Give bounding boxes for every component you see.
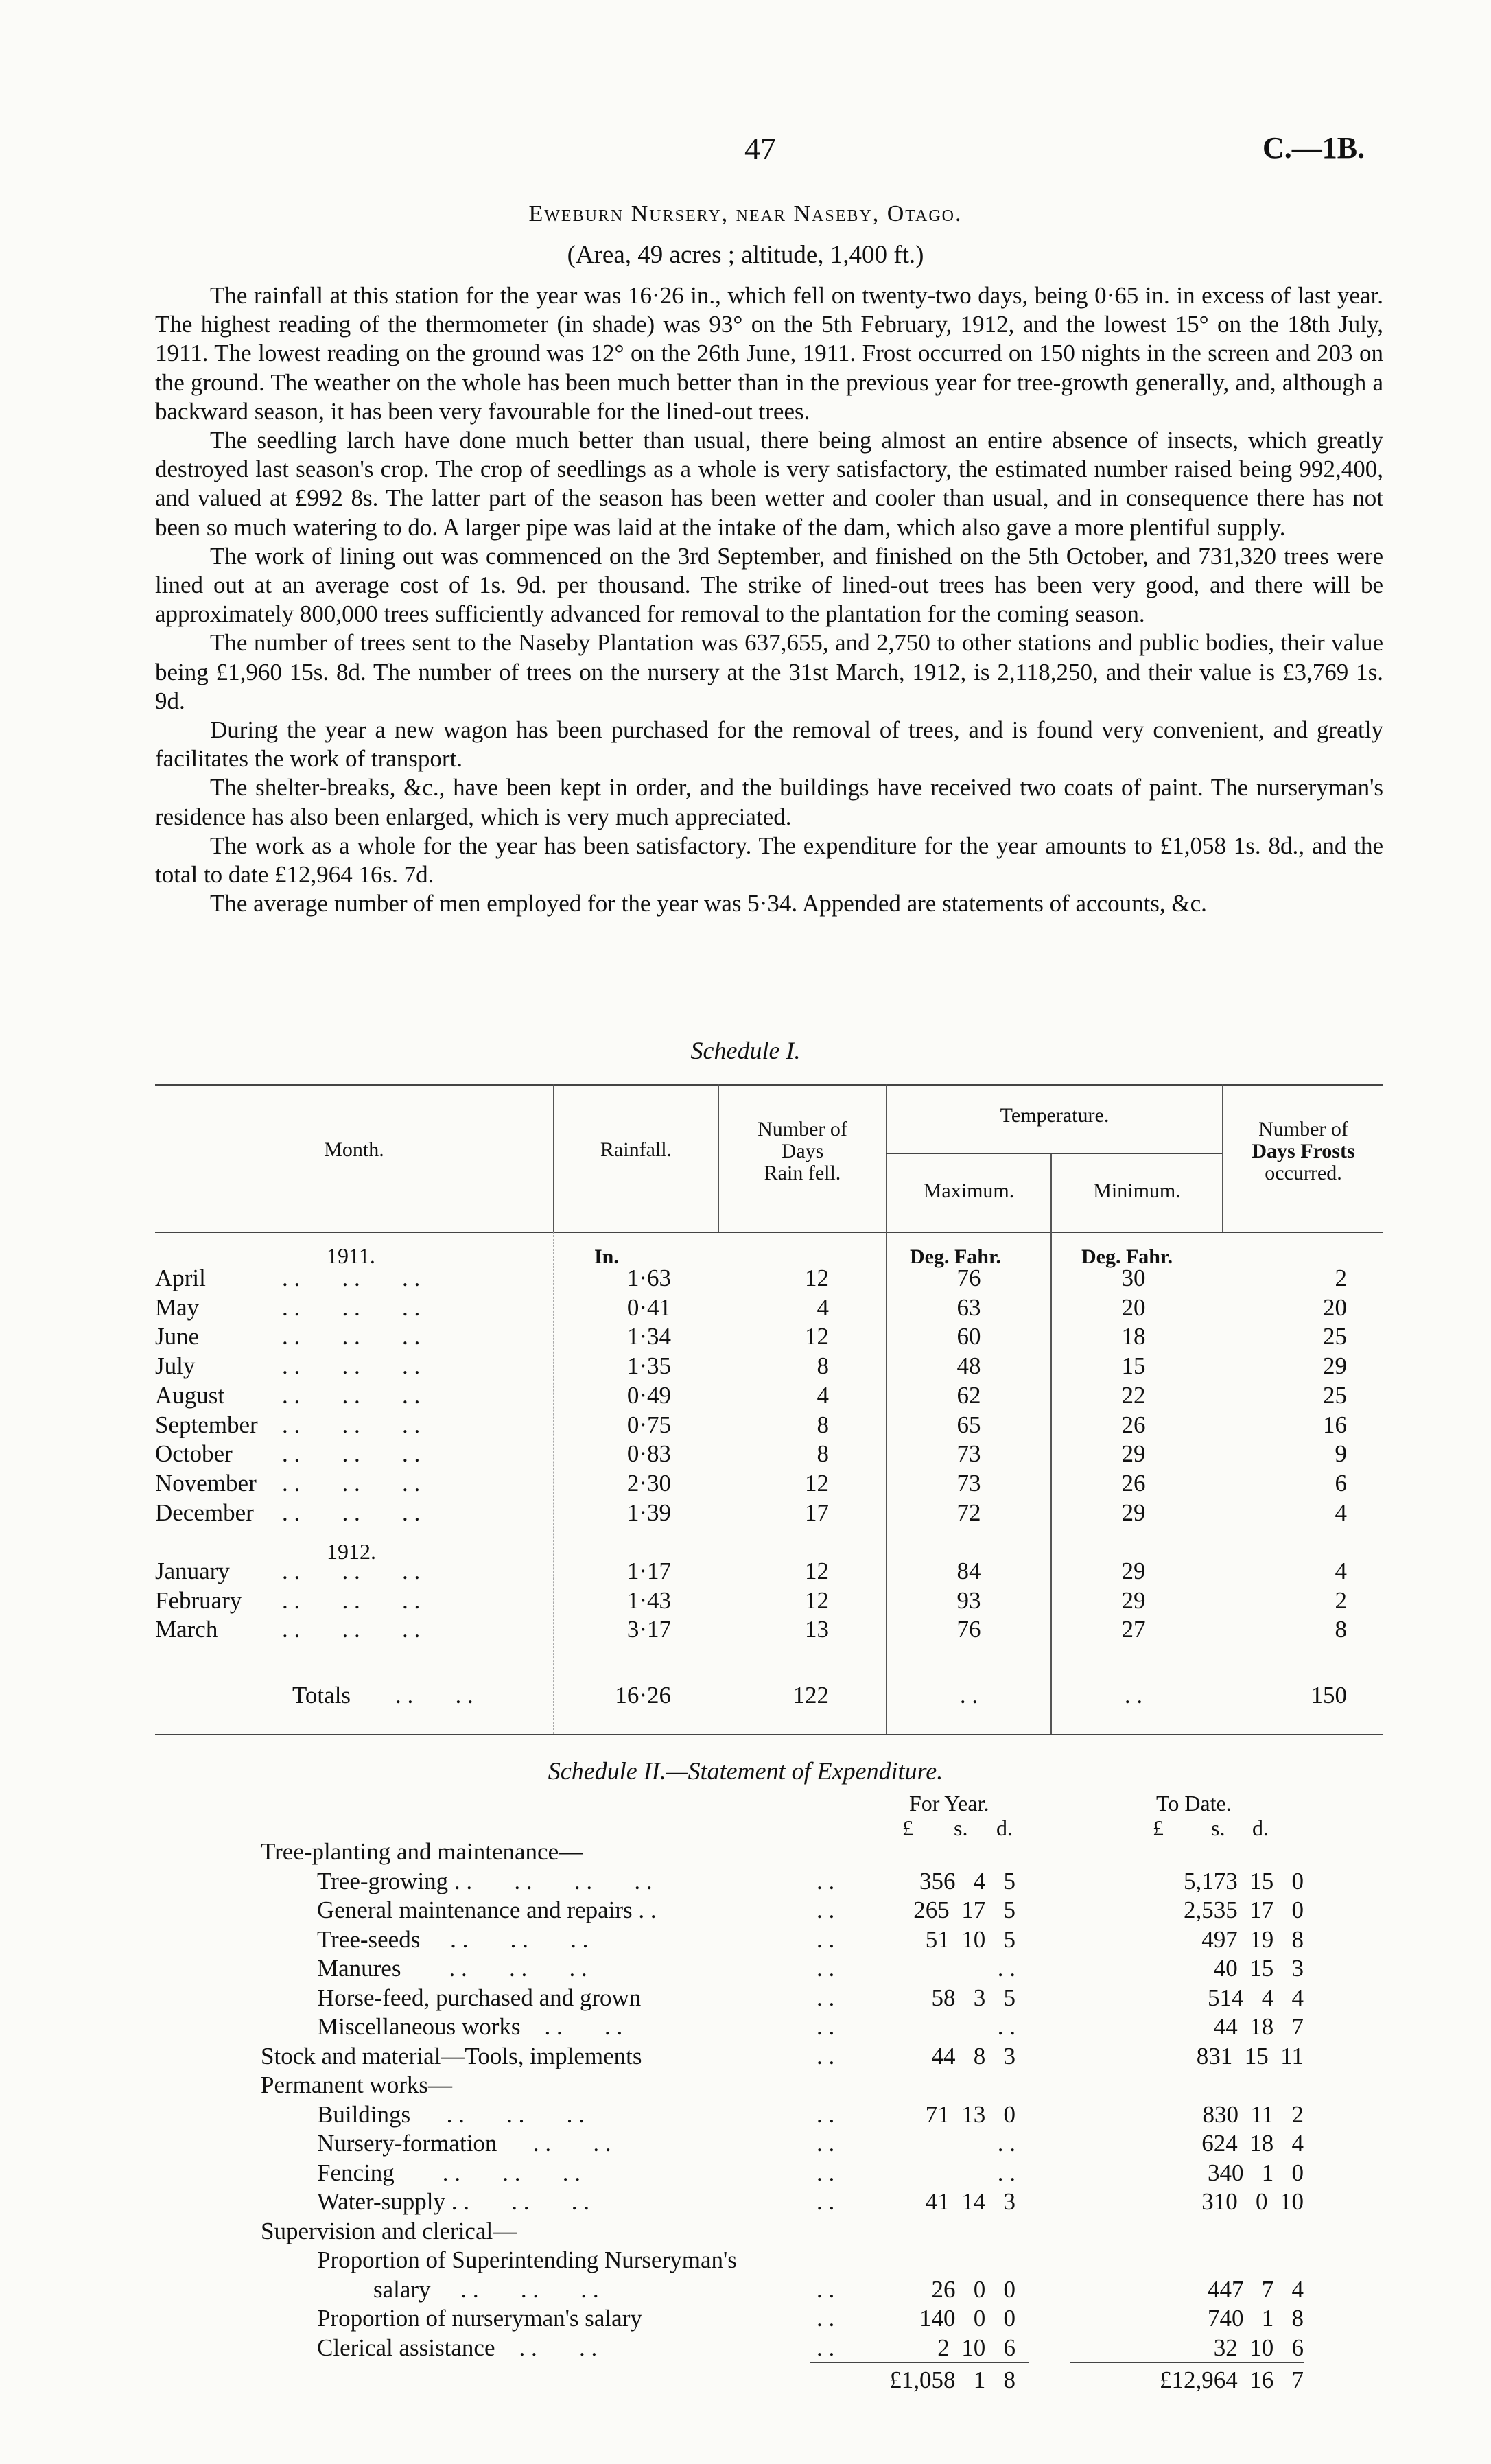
rain-days-value: 4 [817, 1293, 829, 1321]
for-year-amount: . . [997, 1955, 1015, 1982]
section-title: Eweburn Nursery, near Naseby, Otago. [528, 201, 963, 226]
max-temp-value: 63 [956, 1293, 981, 1321]
leader-dots: . . [817, 2334, 835, 2361]
expenditure-item: Fencing . . . . . . [317, 2159, 581, 2186]
max-temp-value: 60 [956, 1323, 981, 1350]
to-date-amount: 5,173 15 0 [1184, 1867, 1304, 1894]
page-reference: C.—1B. [1263, 131, 1365, 165]
table-rule [155, 1232, 1383, 1233]
col-month: Month. [324, 1138, 384, 1161]
total-rule [810, 2362, 1029, 2363]
frost-days-value: 16 [1323, 1411, 1347, 1438]
paragraph: The work of lining out was commenced on the 3rd September, and finished on the 5th October, and 731,320 trees were lined out at an average cost of 1s. 9d. per thousand. The strike of lined-out trees has been very good, and there will be approximately 800,000 trees sufficiently advanced for removal to the plantation for the coming season. [155, 542, 1383, 628]
rain-days-value: 4 [817, 1381, 829, 1409]
month-label: February [155, 1586, 242, 1614]
table-rule [886, 1153, 1222, 1154]
to-date-amount: 340 1 0 [1208, 2159, 1304, 2186]
schedule-2-table [261, 1791, 1393, 2408]
leader-dots: . . [817, 1925, 835, 1953]
expenditure-item: Nursery-formation . . . . [317, 2130, 611, 2157]
max-temp-value: 84 [956, 1558, 981, 1584]
month-label: November [155, 1469, 257, 1497]
rainfall-value: 1·63 [626, 1265, 671, 1291]
rainfall-value: 1·39 [626, 1499, 671, 1526]
expenditure-item: Stock and material—Tools, implements [261, 2042, 642, 2069]
rain-days-value: 12 [805, 1323, 829, 1350]
total-for-year: £1,058 1 8 [889, 2367, 1015, 2393]
frost-days-value: 2 [1335, 1586, 1347, 1614]
month-label: October [155, 1440, 233, 1468]
expenditure-item: Clerical assistance . . . . [317, 2334, 598, 2361]
min-temp-value: 26 [1121, 1469, 1146, 1497]
leader-dots: . . . . . . [282, 1586, 421, 1614]
leader-dots: . . . . . . [282, 1411, 421, 1438]
for-year-amount: 44 8 3 [931, 2042, 1015, 2069]
totals-rainfall: 16·26 [615, 1682, 671, 1709]
td-pound: £ [1153, 1816, 1164, 1840]
leader-dots: . . . . . . [282, 1381, 421, 1409]
max-temp-value: 48 [956, 1352, 981, 1380]
rainfall-value: 0·41 [626, 1293, 671, 1321]
max-temp-value: 73 [956, 1469, 981, 1497]
totals-days: 122 [793, 1682, 829, 1709]
leader-dots: . . . . . . [282, 1265, 421, 1291]
rain-days-value: 8 [817, 1411, 829, 1438]
to-date-amount: 831 15 11 [1196, 2042, 1304, 2069]
month-label: June [155, 1323, 200, 1350]
for-year-amount: . . [997, 2130, 1015, 2157]
for-year-amount: 41 14 3 [925, 2188, 1015, 2215]
rain-days-value: 12 [805, 1558, 829, 1584]
max-temp-value: 65 [956, 1411, 981, 1438]
totals-dots: . . . . [395, 1682, 473, 1709]
leader-dots: . . . . . . [282, 1499, 421, 1526]
max-temp-value: 76 [956, 1616, 981, 1643]
to-date-amount: 40 15 3 [1213, 1955, 1304, 1982]
frost-days-value: 9 [1335, 1440, 1347, 1468]
for-year-amount: 356 4 5 [919, 1867, 1015, 1894]
to-date-amount [1084, 2217, 1304, 2246]
month-label: July [155, 1352, 196, 1380]
paragraph: The average number of men employed for the year was 5·34. Appended are statements of accounts, &c. [210, 890, 1207, 917]
table-rule [155, 1084, 1383, 1086]
td-pence: d. [1252, 1816, 1269, 1840]
expenditure-item: Manures . . . . . . [317, 1955, 587, 1982]
totals-max: . . [959, 1682, 978, 1709]
year-label: 1911. [327, 1243, 375, 1268]
rainfall-value: 0·75 [626, 1411, 671, 1438]
expenditure-item: Tree-growing . . . . . . . . [317, 1867, 653, 1894]
paragraph: During the year a new wagon has been purchased for the removal of trees, and is found very convenient, and greatly facilitates the work of transport. [155, 716, 1383, 773]
month-label: September [155, 1411, 258, 1438]
min-temp-value: 29 [1121, 1499, 1146, 1526]
min-temp-value: 18 [1121, 1323, 1146, 1350]
report-body [155, 281, 1383, 918]
rainfall-value: 1·34 [626, 1323, 671, 1350]
min-temp-value: 29 [1121, 1440, 1146, 1468]
leader-dots: . . . . . . [282, 1323, 421, 1350]
min-temp-value: 29 [1121, 1558, 1146, 1584]
month-label: April [155, 1265, 206, 1291]
min-temp-value: 15 [1121, 1352, 1146, 1380]
rainfall-value: 1·43 [626, 1586, 671, 1614]
to-date-amount: 830 11 2 [1202, 2100, 1304, 2128]
frost-days-value: 4 [1335, 1499, 1347, 1526]
leader-dots: . . . . . . [282, 1352, 421, 1380]
totals-frosts: 150 [1311, 1682, 1347, 1709]
for-year-amount: 51 10 5 [925, 1925, 1015, 1953]
rainfall-value: 2·30 [626, 1469, 671, 1497]
col-frosts-line2: Days Frosts [1252, 1140, 1355, 1162]
for-year-amount: 58 3 5 [931, 1984, 1015, 2011]
leader-dots: . . [817, 2013, 835, 2040]
to-date-amount [1084, 1838, 1304, 1867]
month-label: January [155, 1558, 230, 1584]
for-year-amount [851, 2217, 1015, 2246]
fy-pound: £ [902, 1816, 913, 1840]
col-rain-days-line1: Number of [758, 1118, 847, 1140]
month-label: March [155, 1616, 218, 1643]
table-rule [155, 1734, 1383, 1735]
col-frosts-line1: Number of [1258, 1118, 1348, 1140]
paragraph: The work as a whole for the year has been satisfactory. The expenditure for the year amounts to £1,058 1s. 8d., and the total to date £12,964 16s. 7d. [155, 832, 1383, 889]
leader-dots: . . . . . . [282, 1293, 421, 1321]
to-date-amount: 624 18 4 [1201, 2130, 1304, 2157]
frost-days-value: 6 [1335, 1469, 1347, 1497]
min-temp-value: 20 [1121, 1293, 1146, 1321]
frost-days-value: 20 [1323, 1293, 1347, 1321]
to-date-amount: 44 18 7 [1213, 2013, 1304, 2040]
leader-dots: . . [817, 2159, 835, 2186]
table-divider [553, 1232, 554, 1734]
paragraph: The number of trees sent to the Naseby Plantation was 637,655, and 2,750 to other stations and public bodies, their value being £1,960 15s. 8d. The number of trees on the nursery at the 31st March, 1912, is 2,118,250, and their value is £3,769 1s. 9d. [155, 629, 1383, 714]
leader-dots: . . [817, 1984, 835, 2011]
col-rainfall: Rainfall. [600, 1138, 672, 1161]
max-temp-value: 76 [956, 1265, 981, 1291]
leader-dots: . . . . . . [282, 1469, 421, 1497]
leader-dots: . . [817, 1955, 835, 1982]
for-year-amount: 26 0 0 [931, 2275, 1015, 2303]
fy-shilling: s. [954, 1816, 968, 1840]
rainfall-value: 3·17 [626, 1616, 671, 1643]
leader-dots: . . [817, 1867, 835, 1894]
col-temperature: Temperature. [1000, 1104, 1110, 1127]
max-temp-value: 73 [956, 1440, 981, 1468]
to-date-amount: 447 7 4 [1208, 2275, 1304, 2303]
leader-dots: . . [817, 2042, 835, 2069]
expenditure-item: Tree-seeds . . . . . . [317, 1925, 589, 1953]
for-year-amount [851, 2246, 1015, 2275]
schedule-1-table [155, 1077, 1383, 1743]
unit-rainfall: In. [594, 1245, 619, 1268]
paragraph: The rainfall at this station for the year was 16·26 in., which fell on twenty-two days, being 0·65 in. in excess of last year. The highest reading of the thermometer (in shade) was 93° on the 5th February, 1912, and the lowest 15° on the 18th July, 1911. The lowest reading on the ground was 12° on the 26th June, 1911. Frost occurred on 150 nights in the screen and 203 on the ground. The weather on the whole has been much better than in the previous year for tree-growth generally, and, although a backward season, it has been very favourable for the lined-out trees. [155, 282, 1383, 425]
schedule-1-title: Schedule I. [690, 1037, 801, 1064]
fy-pence: d. [996, 1816, 1013, 1840]
expenditure-item: Water-supply . . . . . . [317, 2188, 589, 2215]
frost-days-value: 8 [1335, 1616, 1347, 1643]
month-label: August [155, 1381, 225, 1409]
to-date-amount: 310 0 10 [1201, 2188, 1304, 2215]
rain-days-value: 12 [805, 1469, 829, 1497]
leader-dots: . . [817, 2100, 835, 2128]
to-date-amount: 32 10 6 [1213, 2334, 1304, 2361]
frost-days-value: 29 [1323, 1352, 1347, 1380]
month-label: May [155, 1293, 200, 1321]
col-for-year: For Year. [909, 1791, 989, 1816]
expenditure-item: Miscellaneous works . . . . [317, 2013, 623, 2040]
unit-maximum: Deg. Fahr. [910, 1245, 1002, 1268]
rain-days-value: 12 [805, 1265, 829, 1291]
for-year-amount: 71 13 0 [925, 2100, 1015, 2128]
col-to-date: To Date. [1156, 1791, 1232, 1816]
total-to-date: £12,964 16 7 [1160, 2367, 1304, 2393]
td-shilling: s. [1211, 1816, 1225, 1840]
col-rain-days-line3: Rain fell. [764, 1162, 841, 1184]
to-date-amount [1084, 2246, 1304, 2275]
rainfall-value: 1·17 [626, 1558, 671, 1584]
rain-days-value: 17 [805, 1499, 829, 1526]
total-rule [1070, 2362, 1304, 2363]
leader-dots: . . [817, 1897, 835, 1923]
totals-label: Totals [292, 1682, 351, 1709]
leader-dots: . . . . . . [282, 1440, 421, 1468]
leader-dots: . . [817, 2130, 835, 2157]
totals-min: . . [1124, 1682, 1143, 1709]
max-temp-value: 62 [956, 1381, 981, 1409]
expenditure-item: salary . . . . . . [373, 2275, 599, 2303]
leader-dots: . . [817, 2275, 835, 2303]
rain-days-value: 12 [805, 1586, 829, 1614]
unit-minimum: Deg. Fahr. [1081, 1245, 1173, 1268]
rainfall-value: 0·83 [626, 1440, 671, 1468]
max-temp-value: 93 [956, 1586, 981, 1614]
leader-dots: . . . . . . [282, 1558, 421, 1584]
col-rain-days-line2: Days [781, 1140, 824, 1162]
for-year-amount: 2 10 6 [937, 2334, 1015, 2361]
frost-days-value: 25 [1323, 1381, 1347, 1409]
col-maximum: Maximum. [923, 1180, 1015, 1202]
for-year-amount [851, 2071, 1015, 2100]
schedule-2-title: Schedule II.—Statement of Expenditure. [548, 1757, 943, 1785]
for-year-amount [851, 1838, 1015, 1867]
for-year-amount: 265 17 5 [913, 1897, 1015, 1923]
frost-days-value: 2 [1335, 1265, 1347, 1291]
section-subtitle: (Area, 49 acres ; altitude, 1,400 ft.) [567, 241, 924, 269]
max-temp-value: 72 [956, 1499, 981, 1526]
min-temp-value: 27 [1121, 1616, 1146, 1643]
expenditure-item: Proportion of nurseryman's salary [317, 2305, 642, 2332]
expenditure-item: General maintenance and repairs . . [317, 1897, 657, 1923]
expenditure-item: Horse-feed, purchased and grown [317, 1984, 642, 2011]
expenditure-item: Permanent works— [261, 2072, 452, 2098]
frost-days-value: 4 [1335, 1558, 1347, 1584]
for-year-amount: 140 0 0 [919, 2305, 1015, 2332]
to-date-amount: 514 4 4 [1208, 1984, 1304, 2011]
to-date-amount [1084, 2071, 1304, 2100]
rainfall-value: 1·35 [626, 1352, 671, 1380]
to-date-amount: 497 19 8 [1201, 1925, 1304, 1953]
min-temp-value: 29 [1121, 1586, 1146, 1614]
month-label: December [155, 1499, 254, 1526]
col-minimum: Minimum. [1093, 1180, 1181, 1202]
min-temp-value: 26 [1121, 1411, 1146, 1438]
min-temp-value: 30 [1121, 1265, 1146, 1291]
expenditure-item: Supervision and clerical— [261, 2217, 517, 2244]
paragraph: The seedling larch have done much better than usual, there being almost an entire absence of insects, which greatly destroyed last season's crop. The crop of seedlings as a whole is very satisfactory, the estimated number raised being 992,400, and valued at £992 8s. The latter part of the season has been wetter and cooler than usual, and in consequence there has not been so much watering to do. A larger pipe was laid at the intake of the dam, which also gave a more plentiful supply. [155, 427, 1383, 541]
page-number: 47 [744, 131, 776, 166]
rainfall-value: 0·49 [626, 1381, 671, 1409]
leader-dots: . . [817, 2188, 835, 2215]
col-frosts-line3: occurred. [1265, 1162, 1342, 1184]
expenditure-item: Buildings . . . . . . [317, 2100, 585, 2128]
paragraph: The shelter-breaks, &c., have been kept in order, and the buildings have received two coats of paint. The nurseryman's residence has also been enlarged, which is very much appreciated. [155, 774, 1383, 830]
to-date-amount: 740 1 8 [1208, 2305, 1304, 2332]
for-year-amount: . . [997, 2159, 1015, 2186]
expenditure-item: Tree-planting and maintenance— [261, 1838, 583, 1865]
leader-dots: . . . . . . [282, 1616, 421, 1643]
rain-days-value: 8 [817, 1352, 829, 1380]
for-year-amount: . . [997, 2013, 1015, 2040]
rain-days-value: 8 [817, 1440, 829, 1468]
min-temp-value: 22 [1121, 1381, 1146, 1409]
leader-dots: . . [817, 2305, 835, 2332]
rain-days-value: 13 [805, 1616, 829, 1643]
year-label: 1912. [327, 1539, 376, 1564]
to-date-amount: 2,535 17 0 [1184, 1897, 1304, 1923]
expenditure-item: Proportion of Superintending Nurseryman's [317, 2246, 737, 2273]
frost-days-value: 25 [1323, 1323, 1347, 1350]
